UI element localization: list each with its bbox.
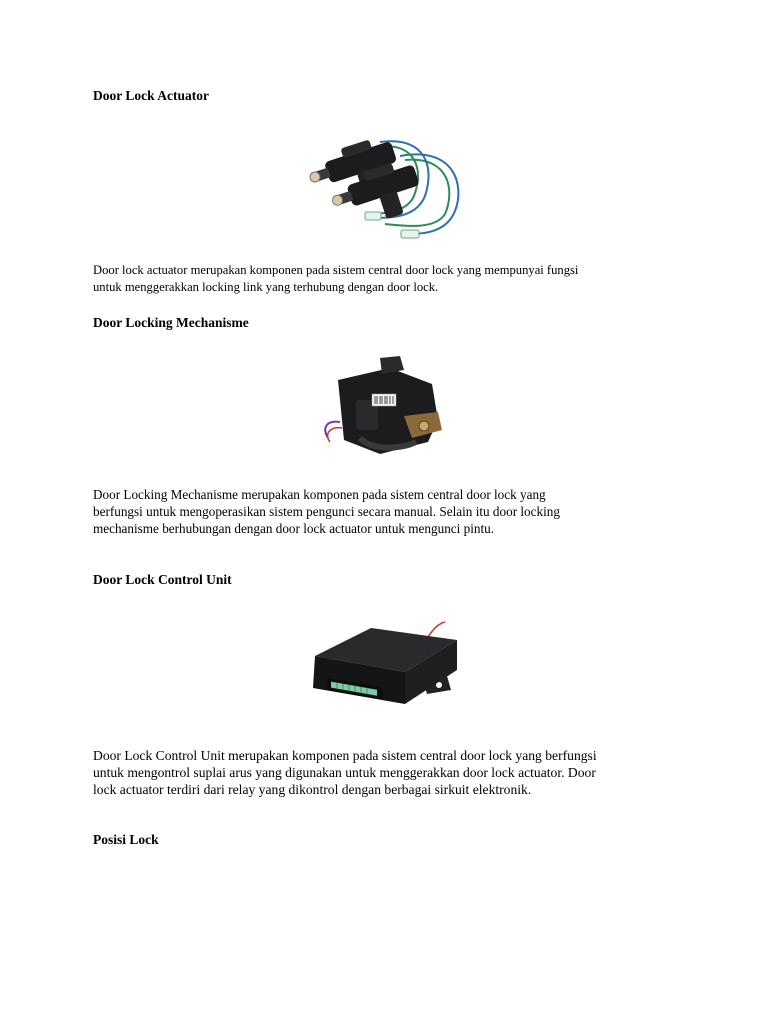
door-lock-actuator-image (305, 126, 470, 244)
paragraph-line: Door Locking Mechanisme merupakan komponen pada sistem central door lock yang (93, 487, 546, 502)
paragraph-door-locking-mechanisme (93, 486, 683, 537)
heading-door-lock-actuator: Door Lock Actuator (93, 88, 209, 103)
paragraph-line: berfungsi untuk mengoperasikan sistem pengunci secara manual. Selain itu door locking (93, 504, 560, 519)
door-lock-control-unit-illustration (305, 618, 465, 718)
door-lock-control-unit-image (305, 618, 465, 718)
heading-door-lock-control-unit: Door Lock Control Unit (93, 572, 232, 587)
door-locking-mechanisme-illustration (320, 350, 450, 462)
paragraph-door-lock-actuator (93, 262, 683, 296)
paragraph-line: untuk mengontrol suplai arus yang digunakan untuk menggerakkan door lock actuator. Door (93, 765, 596, 780)
paragraph-line: mechanisme berhubungan dengan door lock actuator untuk mengunci pintu. (93, 521, 495, 536)
paragraph-line: lock actuator terdiri dari relay yang dikontrol dengan berbagai sirkuit elektronik. (93, 782, 532, 797)
paragraph-line: Door lock actuator merupakan komponen pada sistem central door lock yang mempunyai fungsi (93, 263, 579, 277)
door-lock-actuator-illustration (305, 126, 470, 244)
paragraph-line: untuk menggerakkan locking link yang terhubung dengan door lock. (93, 280, 439, 294)
heading-door-locking-mechanisme: Door Locking Mechanisme (93, 315, 249, 330)
door-locking-mechanisme-image (320, 350, 450, 462)
heading-posisi-lock: Posisi Lock (93, 832, 159, 847)
paragraph-door-lock-control-unit (93, 747, 693, 798)
paragraph-line: Door Lock Control Unit merupakan komponen pada sistem central door lock yang berfungsi (93, 748, 597, 763)
